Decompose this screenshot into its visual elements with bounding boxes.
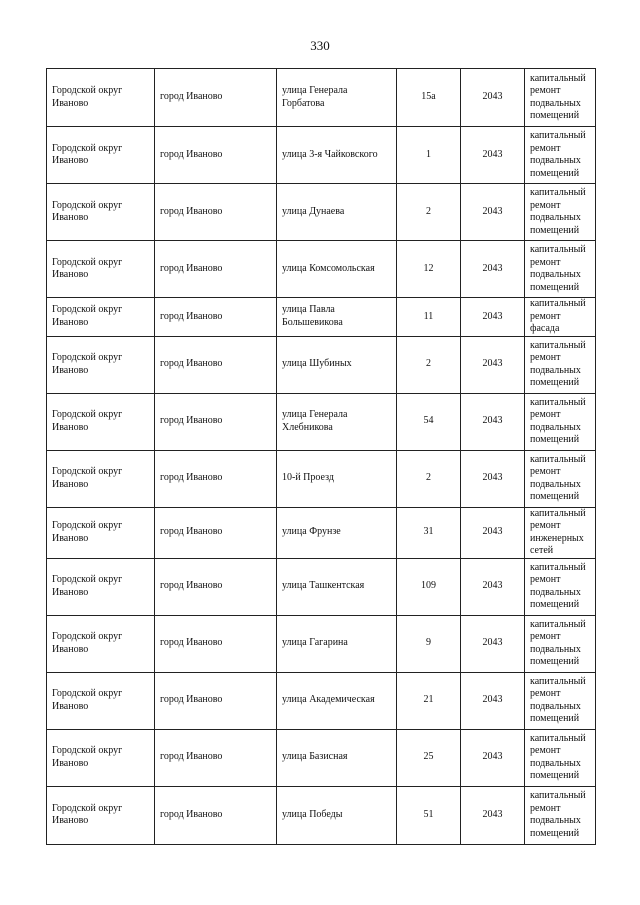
locality-cell: город Иваново — [155, 786, 277, 844]
locality-cell: город Иваново — [155, 127, 277, 184]
locality-cell: город Иваново — [155, 558, 277, 615]
locality-cell: город Иваново — [155, 241, 277, 298]
district-cell: Городской округ Иваново — [47, 450, 155, 507]
district-cell: Городской округ Иваново — [47, 615, 155, 672]
year-cell: 2043 — [461, 241, 525, 298]
year-cell: 2043 — [461, 127, 525, 184]
house-number-cell: 2 — [397, 184, 461, 241]
table-row — [47, 127, 596, 184]
locality-cell: город Иваново — [155, 615, 277, 672]
locality-cell: город Иваново — [155, 184, 277, 241]
locality-cell: город Иваново — [155, 298, 277, 337]
work-type-cell: капитальный ремонт подвальных помещений — [525, 615, 596, 672]
house-number-cell: 25 — [397, 729, 461, 786]
district-cell: Городской округ Иваново — [47, 241, 155, 298]
street-cell: улица Комсомольская — [277, 241, 397, 298]
district-cell: Городской округ Иваново — [47, 729, 155, 786]
street-cell: улица Дунаева — [277, 184, 397, 241]
year-cell: 2043 — [461, 615, 525, 672]
street-cell: улица Победы — [277, 786, 397, 844]
street-cell: улица Ташкентская — [277, 558, 397, 615]
table-row — [47, 184, 596, 241]
work-type-cell: капитальный ремонт инженерных сетей — [525, 507, 596, 558]
year-cell: 2043 — [461, 184, 525, 241]
work-type-cell: капитальный ремонт подвальных помещений — [525, 184, 596, 241]
year-cell: 2043 — [461, 69, 525, 127]
street-cell: улица Академическая — [277, 672, 397, 729]
house-number-cell: 54 — [397, 393, 461, 450]
register-table — [46, 68, 596, 845]
table-row — [47, 672, 596, 729]
street-cell: улица 3-я Чайковского — [277, 127, 397, 184]
street-cell: улица Генерала Горбатова — [277, 69, 397, 127]
house-number-cell: 2 — [397, 450, 461, 507]
table-row — [47, 298, 596, 337]
work-type-cell: капитальный ремонт подвальных помещений — [525, 558, 596, 615]
street-cell: улица Гагарина — [277, 615, 397, 672]
locality-cell: город Иваново — [155, 393, 277, 450]
locality-cell: город Иваново — [155, 336, 277, 393]
locality-cell: город Иваново — [155, 729, 277, 786]
table-row — [47, 69, 596, 127]
year-cell: 2043 — [461, 558, 525, 615]
year-cell: 2043 — [461, 672, 525, 729]
work-type-cell: капитальный ремонт подвальных помещений — [525, 241, 596, 298]
year-cell: 2043 — [461, 729, 525, 786]
house-number-cell: 109 — [397, 558, 461, 615]
house-number-cell: 1 — [397, 127, 461, 184]
house-number-cell: 11 — [397, 298, 461, 337]
work-type-cell: капитальный ремонт подвальных помещений — [525, 729, 596, 786]
work-type-cell: капитальный ремонт фасада — [525, 298, 596, 337]
work-type-cell: капитальный ремонт подвальных помещений — [525, 786, 596, 844]
locality-cell: город Иваново — [155, 672, 277, 729]
year-cell: 2043 — [461, 507, 525, 558]
locality-cell: город Иваново — [155, 69, 277, 127]
district-cell: Городской округ Иваново — [47, 298, 155, 337]
house-number-cell: 12 — [397, 241, 461, 298]
street-cell: улица Генерала Хлебникова — [277, 393, 397, 450]
table-row — [47, 786, 596, 844]
district-cell: Городской округ Иваново — [47, 184, 155, 241]
work-type-cell: капитальный ремонт подвальных помещений — [525, 69, 596, 127]
house-number-cell: 31 — [397, 507, 461, 558]
table-row — [47, 450, 596, 507]
district-cell: Городской округ Иваново — [47, 558, 155, 615]
street-cell: улица Шубиных — [277, 336, 397, 393]
table-row — [47, 558, 596, 615]
district-cell: Городской округ Иваново — [47, 336, 155, 393]
street-cell: улица Фрунзе — [277, 507, 397, 558]
locality-cell: город Иваново — [155, 507, 277, 558]
work-type-cell: капитальный ремонт подвальных помещений — [525, 393, 596, 450]
year-cell: 2043 — [461, 393, 525, 450]
year-cell: 2043 — [461, 450, 525, 507]
district-cell: Городской округ Иваново — [47, 393, 155, 450]
table-row — [47, 729, 596, 786]
table-row — [47, 615, 596, 672]
year-cell: 2043 — [461, 336, 525, 393]
street-cell: 10-й Проезд — [277, 450, 397, 507]
street-cell: улица Базисная — [277, 729, 397, 786]
street-cell: улица Павла Большевикова — [277, 298, 397, 337]
work-type-cell: капитальный ремонт подвальных помещений — [525, 336, 596, 393]
house-number-cell: 2 — [397, 336, 461, 393]
house-number-cell: 51 — [397, 786, 461, 844]
district-cell: Городской округ Иваново — [47, 672, 155, 729]
district-cell: Городской округ Иваново — [47, 127, 155, 184]
table-row — [47, 393, 596, 450]
house-number-cell: 15а — [397, 69, 461, 127]
locality-cell: город Иваново — [155, 450, 277, 507]
table-row — [47, 336, 596, 393]
year-cell: 2043 — [461, 298, 525, 337]
work-type-cell: капитальный ремонт подвальных помещений — [525, 672, 596, 729]
work-type-cell: капитальный ремонт подвальных помещений — [525, 127, 596, 184]
house-number-cell: 21 — [397, 672, 461, 729]
district-cell: Городской округ Иваново — [47, 507, 155, 558]
district-cell: Городской округ Иваново — [47, 786, 155, 844]
district-cell: Городской округ Иваново — [47, 69, 155, 127]
house-number-cell: 9 — [397, 615, 461, 672]
table-row — [47, 507, 596, 558]
table-row — [47, 241, 596, 298]
year-cell: 2043 — [461, 786, 525, 844]
work-type-cell: капитальный ремонт подвальных помещений — [525, 450, 596, 507]
register-table-body — [47, 69, 596, 845]
page-number: 330 — [310, 38, 330, 53]
